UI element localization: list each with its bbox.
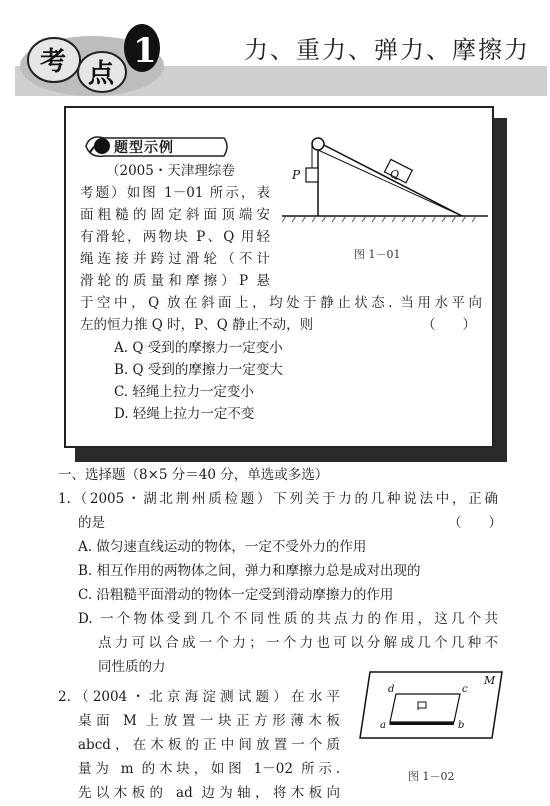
fig2-label-m: M <box>484 674 496 687</box>
q1-option-b: B. 相互作用的两物体之间，弹力和摩擦力总是成对出现的 <box>78 563 421 579</box>
example-line-2: 考题）如图 1－01 所示，表 <box>80 185 270 201</box>
example-line-6: 滑轮的质量和摩擦）P 悬 <box>80 273 270 289</box>
q1-option-d-line-2: 点力可以合成一个力；一个力也可以分解成几个几种不 <box>98 635 498 651</box>
example-line-8: 左的恒力推 Q 时，P、Q 静止不动，则 <box>80 317 314 333</box>
example-line-4: 有滑轮，两物块 P、Q 用轻 <box>80 229 270 245</box>
example-line-5: 绳连接并跨过滑轮（不计 <box>80 251 270 267</box>
figure-1-02-caption: 图 1－02 <box>408 770 455 783</box>
figure-1-02-board <box>356 668 506 750</box>
page-title: 力、重力、弹力、摩擦力 <box>244 36 530 64</box>
kaodian-badge <box>14 18 164 98</box>
q2-line-4: 量为 m 的木块，如图 1－02 所示. <box>78 761 340 777</box>
q2-line-3: abcd，在木板的正中间放置一个质 <box>78 737 340 753</box>
example-option-c: C. 轻绳上拉力一定变小 <box>114 384 254 400</box>
example-option-a: A. Q 受到的摩擦力一定变小 <box>114 340 283 356</box>
q1-option-d-line-3: 同性质的力 <box>98 659 166 675</box>
example-option-b: B. Q 受到的摩擦力一定变大 <box>114 362 283 378</box>
figure-1-01-caption: 图 1－01 <box>354 248 401 261</box>
pencil-icon <box>94 138 110 154</box>
fig2-label-c: c <box>462 684 468 695</box>
q1-option-c: C. 沿粗糙平面滑动的物体一定受到滑动摩擦力的作用 <box>78 587 394 603</box>
example-line-7: 于空中，Q 放在斜面上，均处于静止状态. 当用水平向 <box>80 295 482 311</box>
pulley-icon <box>312 138 324 150</box>
example-line-3: 面粗糙的固定斜面顶端安 <box>80 207 270 223</box>
example-tag-label: 题型示例 <box>114 140 174 156</box>
badge-number: 1 <box>133 31 157 71</box>
figure-1-01-incline <box>282 134 488 244</box>
badge-char-kao: 考 <box>40 47 67 77</box>
example-answer-paren: （ ） <box>422 317 476 333</box>
example-option-d: D. 轻绳上拉力一定不变 <box>114 406 255 422</box>
q2-line-5: 先以木板的 ad 边为轴，将木板向 <box>78 785 340 801</box>
fig1-label-p: P <box>292 168 301 182</box>
example-line-1: （2005・天津理综卷 <box>106 163 235 179</box>
badge-char-dian: 点 <box>88 59 115 89</box>
fig1-label-q: Q <box>390 168 400 181</box>
q2-line-1: 2.（2004・北京海淀测试题）在水平 <box>58 689 340 705</box>
q1-option-d-line-1: D. 一个物体受到几个不同性质的共点力的作用，这几个共 <box>78 611 498 627</box>
q1-answer-paren: （ ） <box>448 515 502 531</box>
section-heading: 一、选择题（8×5 分＝40 分，单选或多选） <box>58 467 329 483</box>
fig2-label-a: a <box>380 720 386 731</box>
fig2-label-b: b <box>458 720 465 731</box>
q1-line-2: 的是 <box>78 515 105 531</box>
fig2-label-d: d <box>388 684 395 695</box>
q1-option-a: A. 做匀速直线运动的物体，一定不受外力的作用 <box>78 539 367 555</box>
q1-line-1: 1.（2005・湖北荆州质检题）下列关于力的几种说法中，正确 <box>58 491 498 507</box>
q2-line-2: 桌面 M 上放置一块正方形薄木板 <box>78 713 340 729</box>
